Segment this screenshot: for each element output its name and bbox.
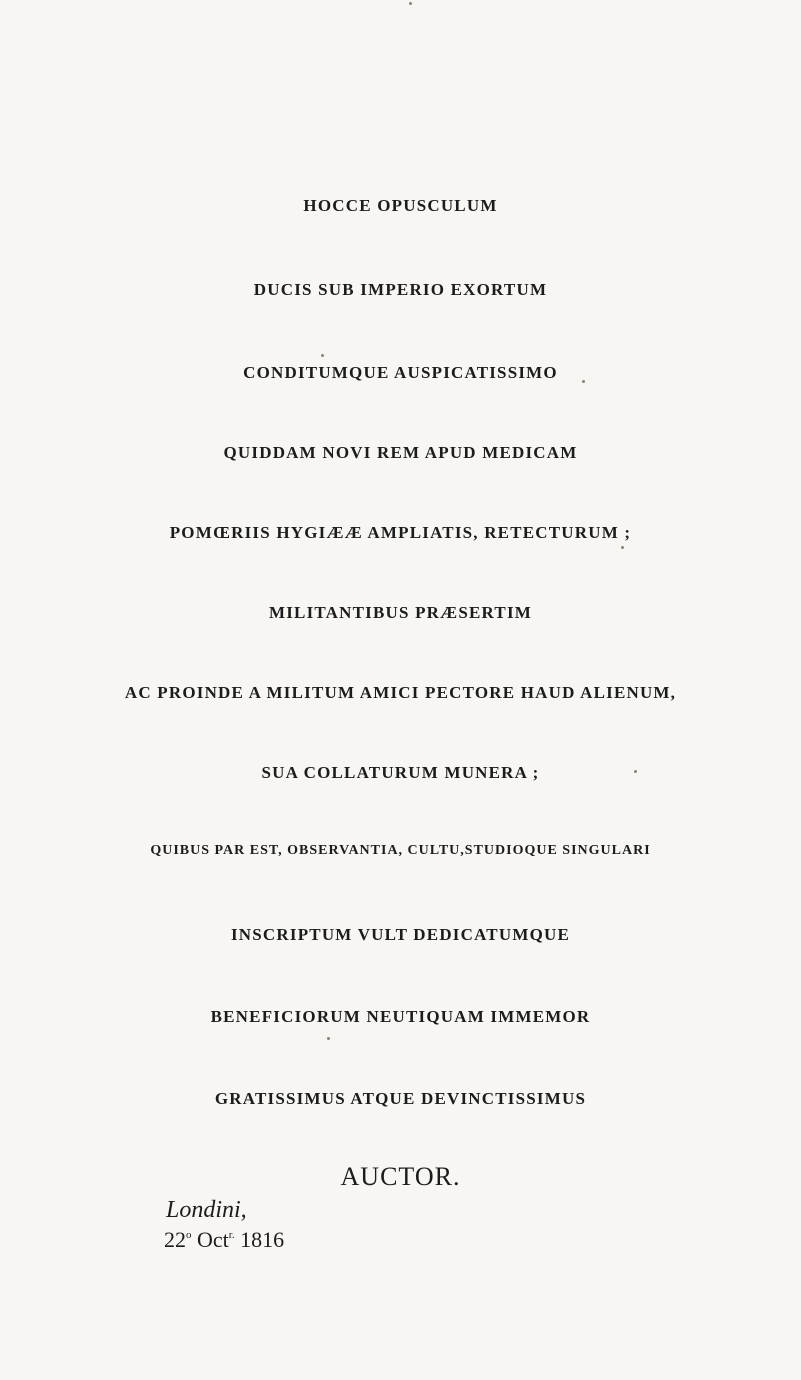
paper-speck [409, 2, 412, 5]
imprint-month-suffix: r. [228, 1229, 235, 1241]
imprint-month: Oct [197, 1227, 229, 1252]
dedication-line-8: SUA COLLATURUM MUNERA ; [261, 763, 540, 782]
imprint-day: 22 [164, 1227, 186, 1252]
paper-speck [634, 770, 637, 773]
author-signature: AUCTOR. [340, 1162, 461, 1191]
dedication-line-1: HOCCE OPUSCULUM [303, 196, 498, 215]
dedication-line-2: DUCIS SUB IMPERIO EXORTUM [253, 280, 548, 299]
dedication-line-9: QUIBUS PAR EST, OBSERVANTIA, CULTU,STUDIOQUE SINGULARI [150, 843, 651, 858]
imprint-date [164, 1227, 284, 1253]
dedication-line-3: CONDITUMQUE AUSPICATISSIMO [243, 363, 558, 382]
imprint-place: Londini, [166, 1197, 247, 1223]
dedication-line-4: QUIDDAM NOVI REM APUD MEDICAM [223, 443, 578, 462]
dedication-line-12: GRATISSIMUS ATQUE DEVINCTISSIMUS [214, 1089, 587, 1108]
imprint-year: 1816 [240, 1227, 285, 1252]
dedication-line-5: POMŒRIIS HYGIÆÆ AMPLIATIS, RETECTURUM ; [169, 523, 632, 542]
paper-speck [327, 1037, 330, 1040]
dedication-line-7: AC PROINDE A MILITUM AMICI PECTORE HAUD ALIENUM, [124, 683, 677, 702]
dedication-line-6: MILITANTIBUS PRÆSERTIM [268, 603, 533, 622]
dedication-line-10: INSCRIPTUM VULT DEDICATUMQUE [230, 925, 571, 944]
paper-speck [621, 546, 624, 549]
paper-speck [321, 354, 324, 357]
dedication-line-11: BENEFICIORUM NEUTIQUAM IMMEMOR [210, 1007, 591, 1026]
paper-speck [582, 380, 585, 383]
imprint-day-suffix: o [186, 1229, 192, 1241]
